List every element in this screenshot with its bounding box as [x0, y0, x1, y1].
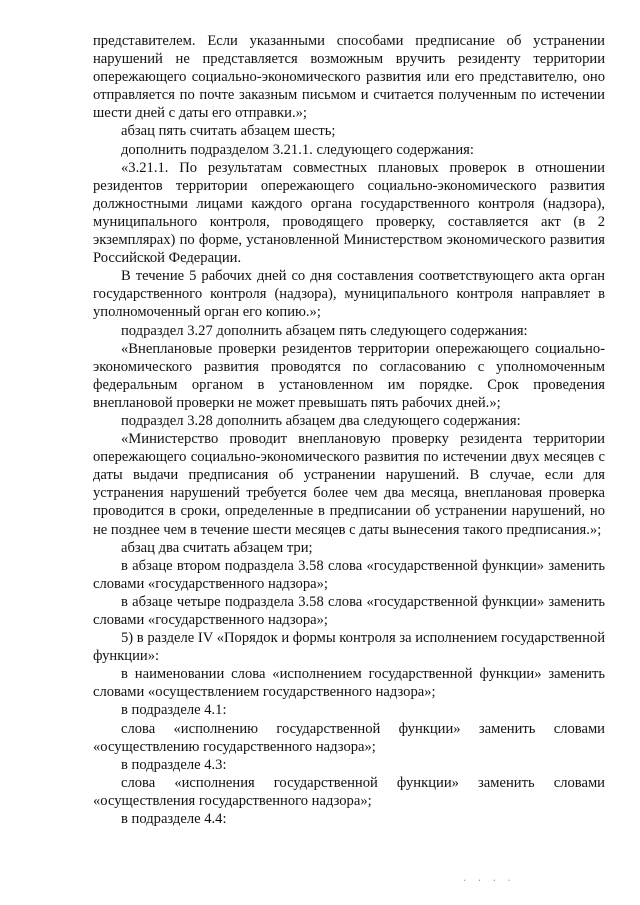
paragraph-13: 5) в разделе IV «Порядок и формы контроля за исполнением государственной функции»:: [93, 630, 606, 665]
paragraph-18: слова «исполнения государственной функции» заменить словами «осуществления государственного надзора»;: [93, 774, 605, 809]
paragraph-10: абзац два считать абзацем три;: [121, 539, 313, 556]
paragraph-2: абзац пять считать абзацем шесть;: [121, 123, 336, 140]
paragraph-15: в подразделе 4.1:: [121, 702, 227, 719]
paragraph-11: в абзаце втором подраздела 3.58 слова «государственной функции» заменить словами «государственного надзора»;: [93, 557, 605, 592]
paragraph-6: подраздел 3.27 дополнить абзацем пять следующего содержания:: [121, 322, 528, 339]
paragraph-14: в наименовании слова «исполнением государственной функции» заменить словами «осуществлением государственного надзора»;: [93, 666, 605, 701]
paragraph-8: подраздел 3.28 дополнить абзацем два следующего содержания:: [121, 412, 521, 429]
scan-noise-marks: · · · ·: [462, 876, 514, 886]
paragraph-4: «3.21.1. По результатам совместных плановых проверок в отношении резидентов территории опережающего социально-экономического развития должностными лицами каждого органа государственного контроля (надзора), муниципального контроля, проводящего проверку, составляется акт (в 2 экземплярах) по форме, установленной Министерством экономического развития Российской Федерации.: [93, 159, 605, 267]
paragraph-17: в подразделе 4.3:: [121, 756, 227, 773]
paragraph-5: В течение 5 рабочих дней со дня составления соответствующего акта орган государственного контроля (надзора), муниципального контроля направляет в уполномоченный орган его копию.»;: [93, 268, 605, 321]
paragraph-16: слова «исполнению государственной функции» заменить словами «осуществлению государственного надзора»;: [93, 720, 605, 755]
document-page: [93, 32, 605, 828]
paragraph-19: в подразделе 4.4:: [121, 811, 227, 828]
paragraph-12: в абзаце четыре подраздела 3.58 слова «государственной функции» заменить словами «государственного надзора»;: [93, 593, 605, 628]
paragraph-3: дополнить подразделом 3.21.1. следующего содержания:: [121, 141, 474, 158]
paragraph-1: представителем. Если указанными способами предписание об устранении нарушений не представляется возможным вручить резиденту территории опережающего социально-экономического развития или его представителю, оно отправляется по почте заказным письмом и считается полученным по истечении шести дней с даты его отправки.»;: [93, 33, 605, 122]
paragraph-7: «Внеплановые проверки резидентов территории опережающего социально-экономического развития проводятся по согласованию с уполномоченным федеральным органом в установленном им порядке. Срок проведения внеплановой проверки не может превышать пять рабочих дней.»;: [93, 340, 605, 411]
paragraph-9: «Министерство проводит внеплановую проверку резидента территории опережающего социально-экономического развития по истечении двух месяцев с даты выдачи предписания об устранении нарушений. В случае, если для устранения нарушений требуется более чем два месяца, внеплановая проверка проводится в сроки, определенные в предписании об устранении нарушений, но не позднее чем в течение шести месяцев с даты вынесения такого предписания.»;: [93, 431, 605, 538]
